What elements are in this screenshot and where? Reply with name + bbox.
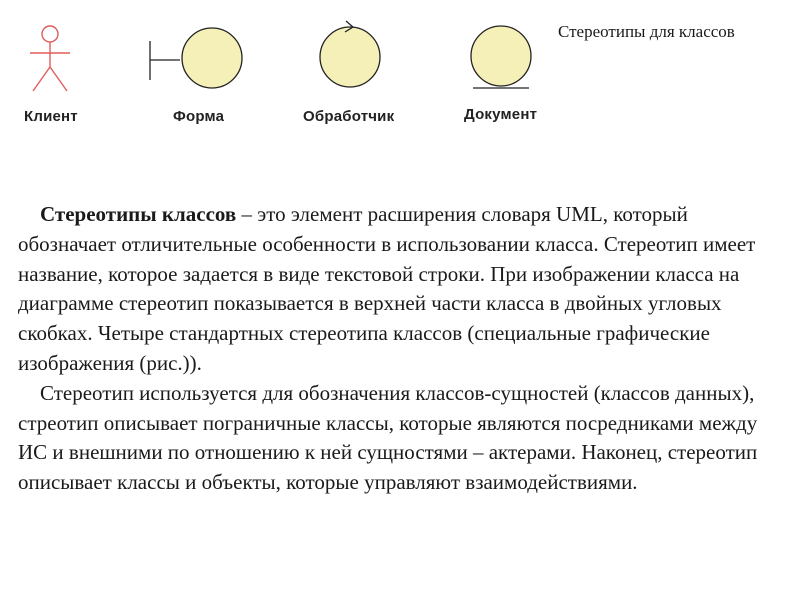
boundary-label: Форма	[173, 108, 225, 125]
actor-label: Клиент	[24, 108, 78, 125]
control-label: Обработчик	[303, 108, 395, 125]
slide-title: Стереотипы для классов	[558, 22, 735, 41]
entity-icon	[471, 26, 531, 88]
actor-icon	[30, 26, 70, 91]
control-icon	[320, 21, 380, 87]
entity-label: Документ	[464, 106, 538, 123]
term-stereotypes: Стереотипы классов	[40, 202, 237, 226]
paragraph-1-text: – это элемент расширения словаря UML, который обозначает отличительные особенности в использовании класса. Стереотип имеет название, которое задается в виде текстовой строки. При изображении класса на диаграмме стереотип показывается в верхней части класса в двойных угловых скобках. Четыре стандартных стереотипа классов (специальные графические изображения (рис.)).	[18, 202, 756, 375]
body-text	[18, 200, 780, 498]
paragraph-2-text: Стереотип используется для обозначения классов-сущностей (классов данных), стреотип описывает пограничные классы, которые являются посредниками между ИС и внешними по отношению к ней сущностями – актерами. Наконец, стереотип описывает классы и объекты, которые управляют взаимодействиями.	[18, 380, 758, 495]
paragraph-2	[18, 379, 780, 498]
stereotypes-figure	[0, 0, 600, 140]
boundary-icon	[150, 28, 242, 88]
paragraph-1	[18, 200, 780, 379]
